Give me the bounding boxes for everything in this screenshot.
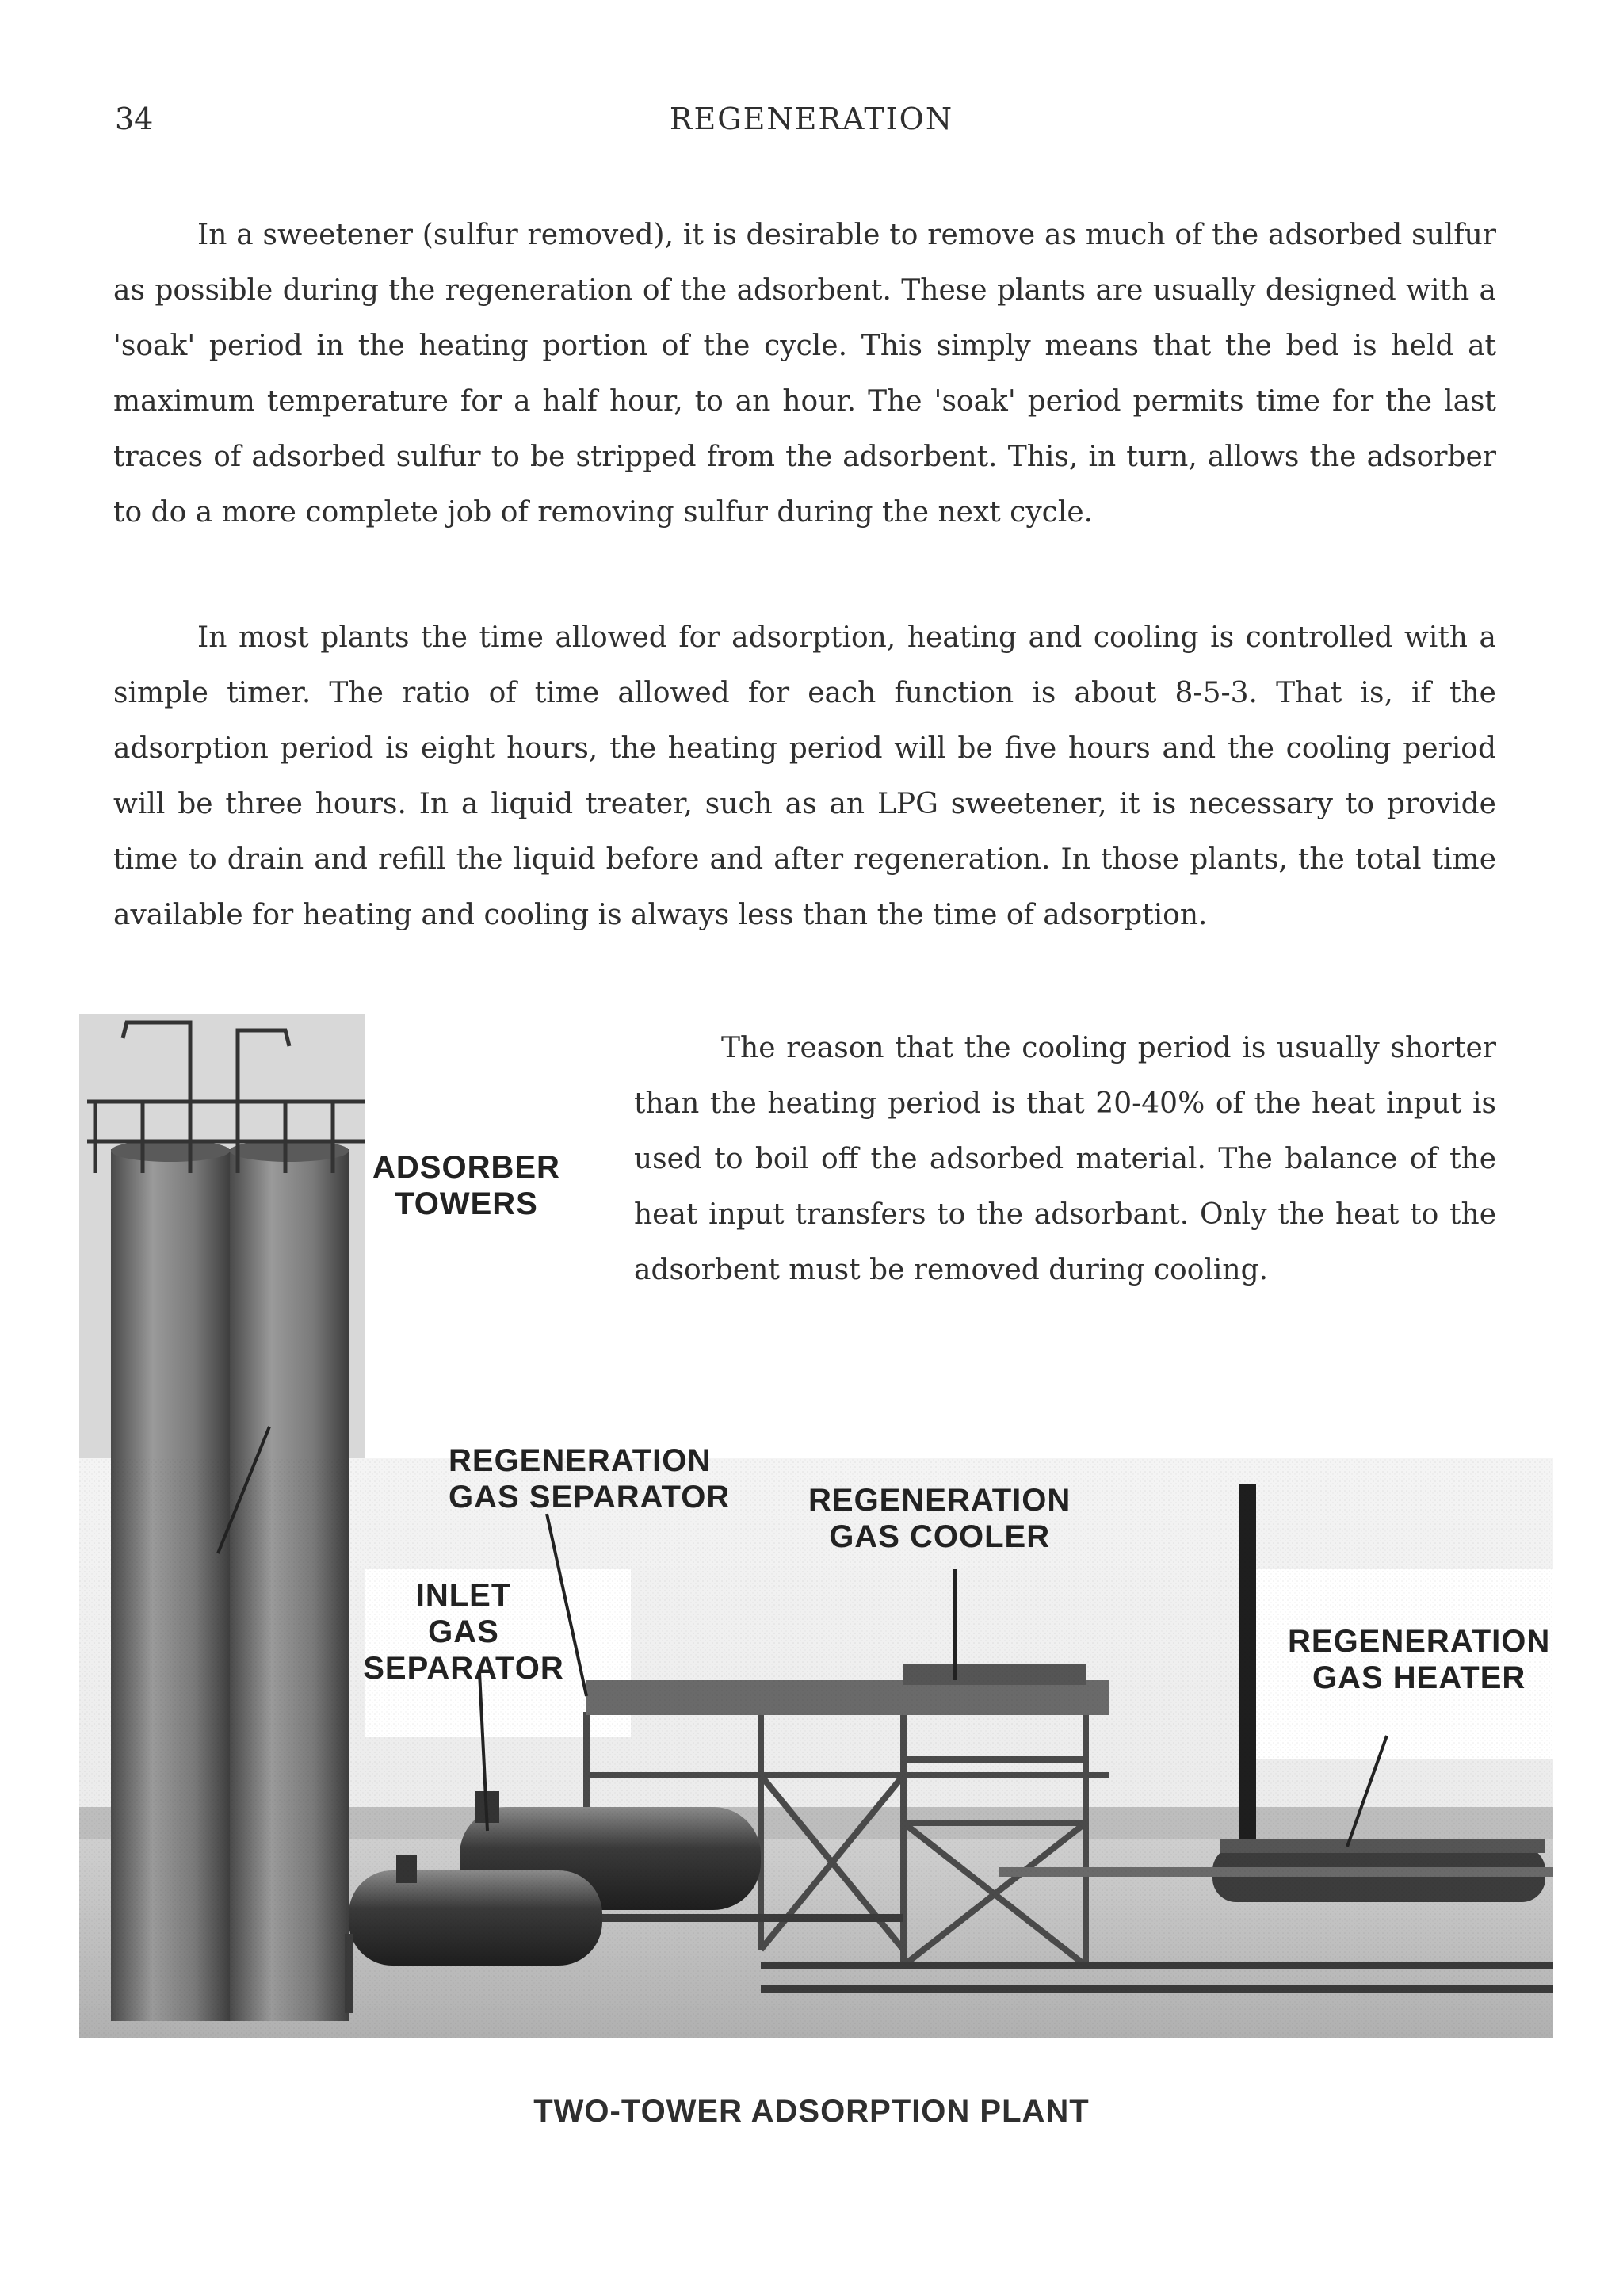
label-regen-gas-cooler: [808, 1482, 1071, 1555]
figure-caption: TWO-TOWER ADSORPTION PLANT: [533, 2094, 1090, 2129]
paragraph-3: [634, 1021, 1496, 1298]
paragraph-2: [113, 610, 1496, 943]
label-inlet-gas-separator: [361, 1577, 567, 1687]
label-adsorber-towers-line1: ADSORBER: [372, 1150, 560, 1185]
label-regen-gas-heater-line1: REGENERATION: [1288, 1624, 1551, 1659]
label-inlet-gas-separator-line2: GAS: [428, 1614, 499, 1649]
paragraph-2-text: In most plants the time allowed for adsorption, heating and cooling is controlled with a simple timer. The ratio of time allowed for each function is about 8-5-3. That is, if the adsorption period is eight hours, the heating period will be five hours and the cooling period will be three hours. In a liquid treater, such as an LPG sweetener, it is necessary to provide time to drain and refill the liquid before and after regeneration. In those plants, the total time available for heating and cooling is always less than the time of adsorption.: [113, 621, 1496, 931]
paragraph-1: [113, 208, 1496, 541]
label-regen-gas-heater: [1288, 1623, 1550, 1696]
label-inlet-gas-separator-line3: SEPARATOR: [363, 1651, 564, 1686]
label-regen-gas-separator-line1: REGENERATION: [449, 1443, 712, 1478]
page-number: 34: [115, 101, 154, 136]
label-adsorber-towers-line2: TOWERS: [395, 1186, 538, 1221]
running-head: REGENERATION: [669, 101, 954, 136]
paragraph-1-text: In a sweetener (sulfur removed), it is desirable to remove as much of the adsorbed sulfur as possible during the regeneration of the adsorbent. These plants are usually designed with a 'soak' period in the heating portion of the cycle. This simply means that the bed is held at maximum temperature for a half hour, to an hour. The 'soak' period permits time for the last traces of adsorbed sulfur to be stripped from the adsorbent. This, in turn, allows the adsorber to do a more complete job of removing sulfur during the next cycle.: [113, 219, 1496, 529]
label-regen-gas-separator-line2: GAS SEPARATOR: [449, 1480, 731, 1515]
label-regen-gas-cooler-line2: GAS COOLER: [829, 1519, 1051, 1554]
label-adsorber-towers: [372, 1149, 560, 1222]
label-regen-gas-separator: [449, 1442, 730, 1515]
label-inlet-gas-separator-line1: INLET: [415, 1578, 512, 1613]
paragraph-3-text: The reason that the cooling period is usually shorter than the heating period is that 20-40% of the heat input is used to boil off the adsorbed material. The balance of the heat input transfers to the adsorbant. Only the heat to the adsorbent must be removed during cooling.: [634, 1032, 1496, 1286]
label-regen-gas-cooler-line1: REGENERATION: [808, 1483, 1071, 1518]
label-regen-gas-heater-line2: GAS HEATER: [1312, 1660, 1526, 1695]
